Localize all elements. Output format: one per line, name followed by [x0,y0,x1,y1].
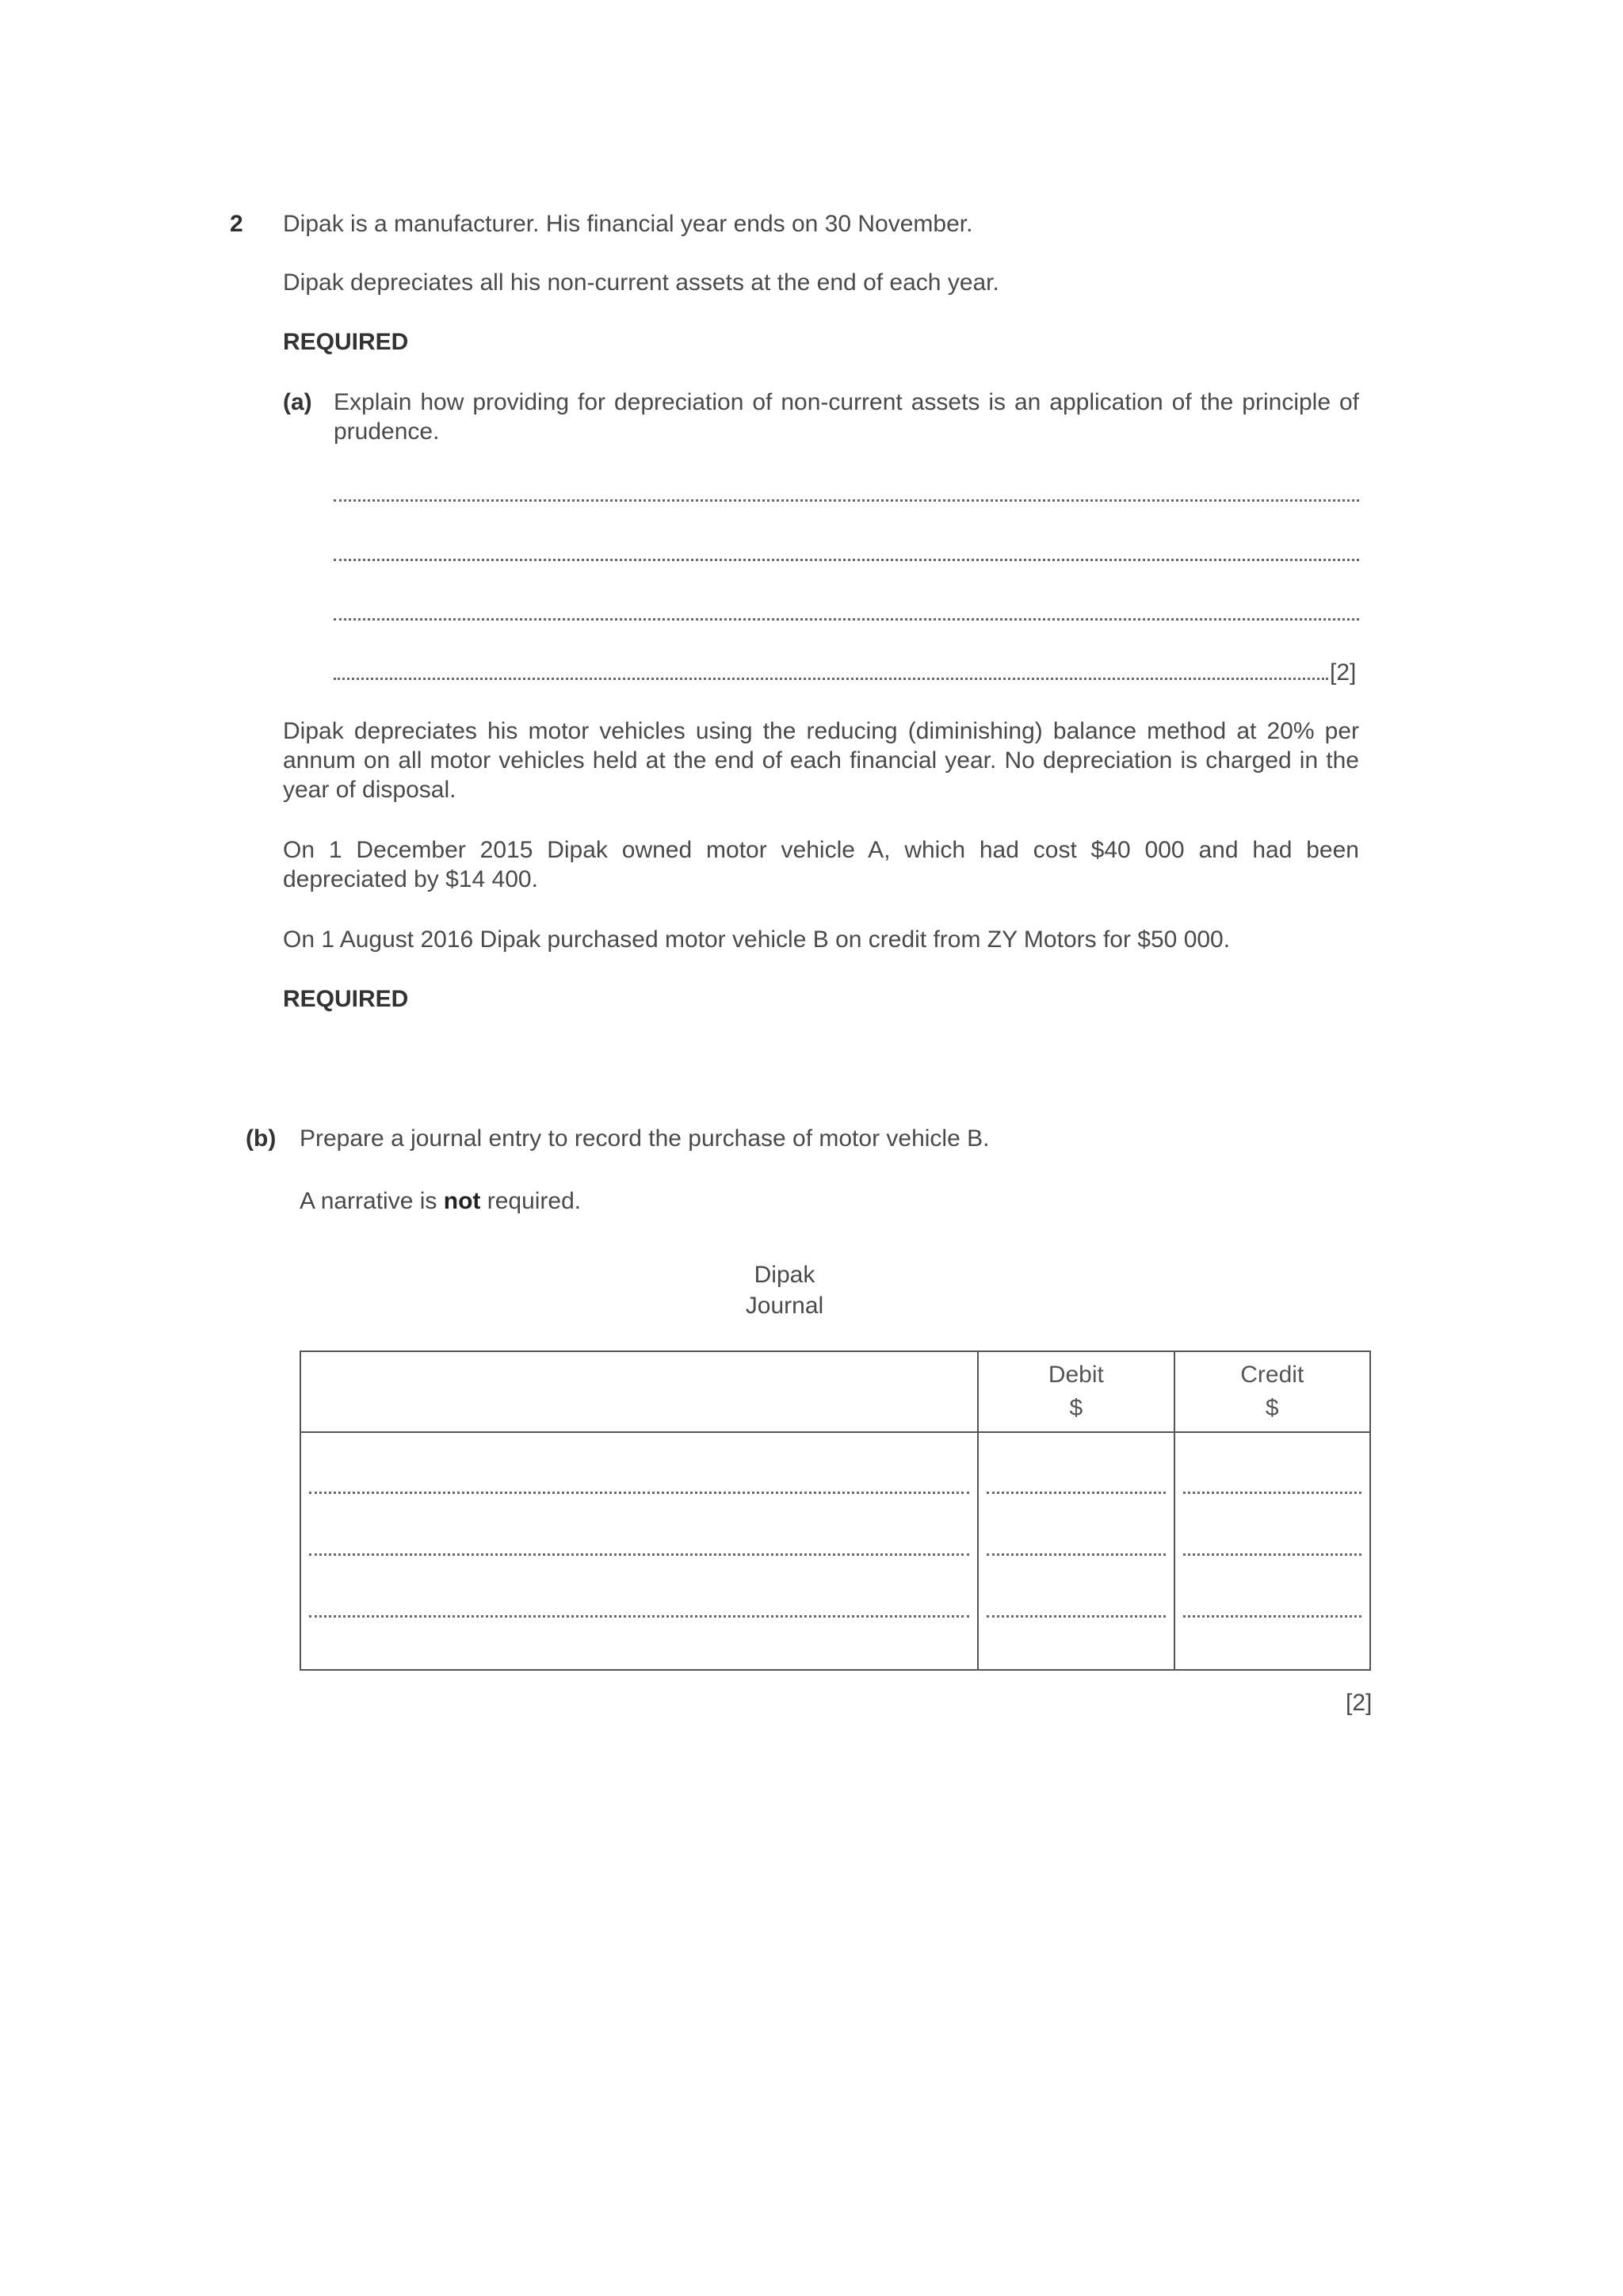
debit-line-1[interactable] [987,1490,1165,1494]
debit-column [978,1432,1174,1670]
debit-line-2[interactable] [987,1552,1165,1556]
part-b-question: Prepare a journal entry to record the purchase of motor vehicle B. [300,1125,990,1152]
journal-owner: Dipak [754,1262,815,1288]
part-a-mark: [2] [1330,659,1357,686]
answer-line-1[interactable] [334,498,1359,502]
journal-details-header [300,1351,978,1432]
part-b-label: (b) [246,1125,277,1152]
journal-title: Journal [745,1293,824,1319]
part-a-question: Explain how providing for depreciation of non-current assets is an application of the principle of prudence. [334,389,1359,445]
credit-header: Credit $ [1174,1351,1370,1432]
part-b-mark: [2] [1346,1690,1373,1716]
journal-details-column [300,1432,978,1670]
credit-column [1174,1432,1370,1670]
answer-line-4[interactable] [334,676,1328,680]
required-heading-1: REQUIRED [283,329,409,355]
details-line-1[interactable] [309,1490,969,1494]
credit-line-1[interactable] [1183,1490,1361,1494]
debit-line-3[interactable] [987,1614,1165,1618]
details-line-3[interactable] [309,1614,969,1618]
intro-text-2: Dipak depreciates all his non-current assets at the end of each year. [283,269,999,296]
narrative-note: A narrative is not required. [300,1188,582,1214]
credit-line-2[interactable] [1183,1552,1361,1556]
vehicle-a-text: On 1 December 2015 Dipak owned motor vehicle A, which had cost $40 000 and had been depreciated by $14 400. [283,837,1359,892]
journal-table [300,1350,1371,1671]
answer-line-2[interactable] [334,557,1359,561]
credit-line-3[interactable] [1183,1614,1361,1618]
details-line-2[interactable] [309,1552,969,1556]
answer-line-3[interactable] [334,617,1359,621]
intro-text-1: Dipak is a manufacturer. His financial year ends on 30 November. [283,211,973,237]
required-heading-2: REQUIRED [283,986,409,1012]
vehicle-b-text: On 1 August 2016 Dipak purchased motor vehicle B on credit from ZY Motors for $50 000. [283,926,1231,953]
depreciation-method-text: Dipak depreciates his motor vehicles using the reducing (diminishing) balance method at 20% per annum on all motor vehicles held at the end of each financial year. No depreciation is charged in the year of disposal. [283,718,1359,803]
debit-header: Debit $ [978,1351,1174,1432]
question-number: 2 [230,211,243,237]
part-a-label: (a) [283,389,312,415]
